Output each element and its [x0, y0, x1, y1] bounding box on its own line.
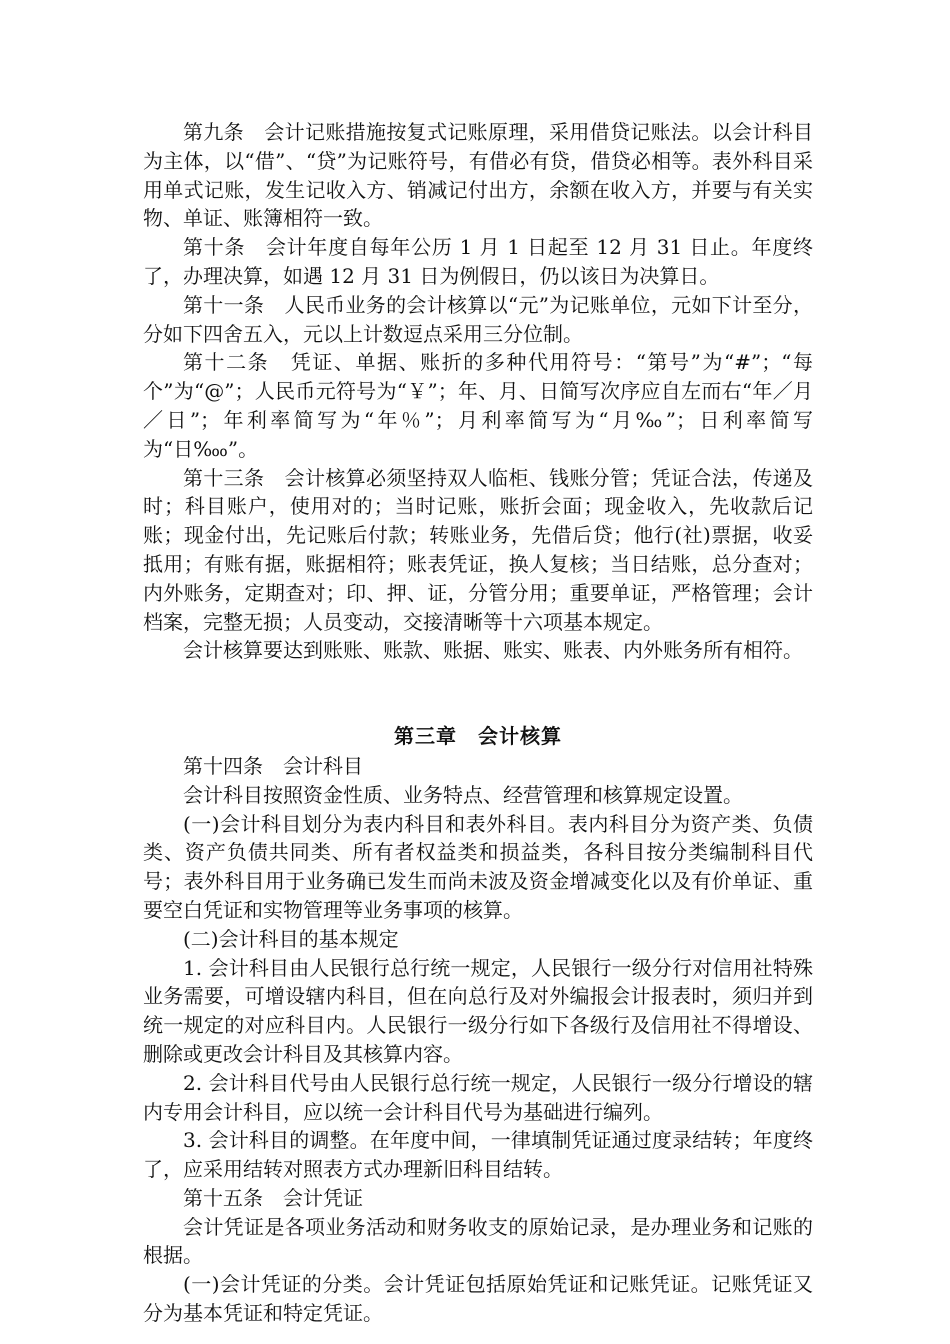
article-9: 第九条 会计记账措施按复式记账原理，采用借贷记账法。以会计科目为主体，以“借”、“贷”为记账符号，有借必有贷，借贷必相等。表外科目采用单式记账，发生记收入方、销减记付出方，余额在收入方，并要与有关实物、单证、账簿相符一致。 — [143, 120, 813, 231]
article-14-item-2-heading: (二)会计科目的基本规定 — [183, 926, 399, 951]
article-14-rule-1: 1. 会计科目由人民银行总行统一规定，人民银行一级分行对信用社特殊业务需要，可增设辖内科目，但在向总行及对外编报会计报表时，须归并到统一规定的对应科目内。人民银行一级分行如下各级行及信用社不得增设、删除或更改会计科目及其核算内容。 — [143, 955, 813, 1066]
article-15-intro: 会计凭证是各项业务活动和财务收支的原始记录，是办理业务和记账的根据。 — [143, 1214, 813, 1268]
article-11: 第十一条 人民币业务的会计核算以“元”为记账单位，元如下计至分，分如下四舍五入，元以上计数逗点采用三分位制。 — [143, 292, 813, 346]
article-14-rule-3: 3. 会计科目的调整。在年度中间，一律填制凭证通过度录结转；年度终了，应采用结转对照表方式办理新旧科目结转。 — [143, 1128, 813, 1182]
section-gap — [143, 665, 813, 722]
article-14-item-1: (一)会计科目划分为表内科目和表外科目。表内科目分为资产类、负债类、资产负债共同类、所有者权益类和损益类，各科目按分类编制科目代号；表外科目用于业务确已发生而尚未波及资金增减变化以及有价单证、重要空白凭证和实物管理等业务事项的核算。 — [143, 811, 813, 922]
article-14-heading: 第十四条 会计科目 — [183, 753, 363, 778]
accounting-requirement: 会计核算要达到账账、账款、账据、账实、账表、内外账务所有相符。 — [183, 638, 803, 663]
article-14-intro: 会计科目按照资金性质、业务特点、经营管理和核算规定设置。 — [183, 782, 743, 807]
article-12: 第十二条 凭证、单据、账折的多种代用符号：“第号”为“#”；“每个”为“@”；人民币元符号为“￥”；年、月、日简写次序应自左而右“年／月／日”；年利率简写为“年％”；月利率简写为“月‰”；日利率简写为“日‱”。 — [143, 350, 813, 461]
article-15-heading: 第十五条 会计凭证 — [183, 1185, 363, 1210]
article-10: 第十条 会计年度自每年公历 1 月 1 日起至 12 月 31 日止。年度终了，办理决算，如遇 12 月 31 日为例假日，仍以该日为决算日。 — [143, 235, 813, 288]
document-body — [143, 118, 813, 1328]
chapter-title: 第三章 会计核算 — [394, 724, 562, 749]
article-13: 第十三条 会计核算必须坚持双人临柜、钱账分管；凭证合法，传递及时；科目账户，使用对的；当时记账，账折会面；现金收入，先收款后记账；现金付出，先记账后付款；转账业务，先借后贷；他行(社)票据，收妥抵用；有账有据，账据相符；账表凭证，换人复核；当日结账，总分查对；内外账务，定期查对；印、押、证，分管分用；重要单证，严格管理；会计档案，完整无损；人员变动，交接清晰等十六项基本规定。 — [143, 465, 813, 634]
article-14-rule-2: 2. 会计科目代号由人民银行总行统一规定，人民银行一级分行增设的辖内专用会计科目，应以统一会计科目代号为基础进行编列。 — [143, 1070, 813, 1124]
article-15-item-1: (一)会计凭证的分类。会计凭证包括原始凭证和记账凭证。记账凭证又分为基本凭证和特定凭证。 — [143, 1272, 813, 1326]
